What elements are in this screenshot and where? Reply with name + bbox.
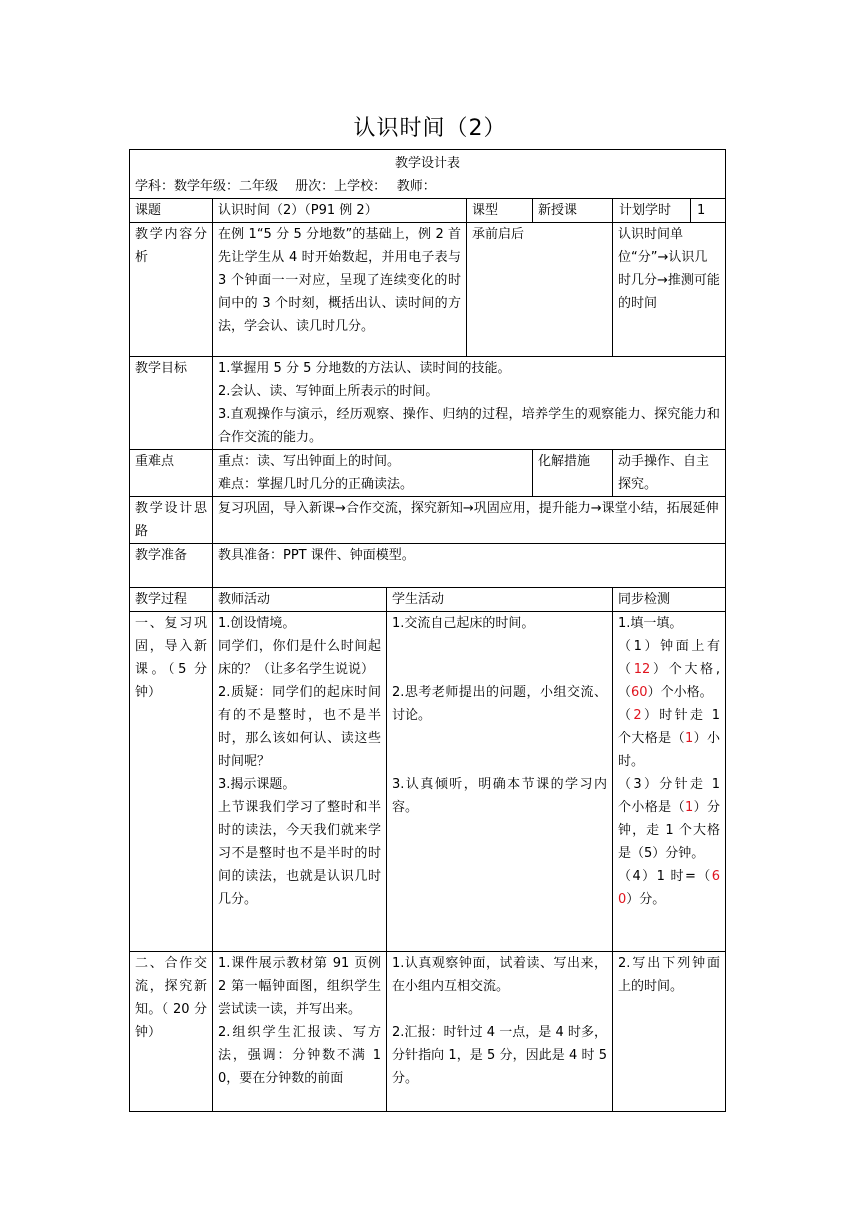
goals-row [130, 357, 726, 450]
answer: 2 [633, 708, 642, 723]
stage1-check [613, 612, 726, 952]
content-analysis-text: 在例 1“5 分 5 分地数”的基础上，例 2 首先让学生从 4 时开始数起，并用电子表与 3 个钟面一一对应，呈现了连续变化的时间中的 3 个时刻，概括出认、读时间的方法，学会认、读几时几分。 [213, 223, 467, 357]
table-header-cell [130, 150, 726, 199]
process-col-teacher: 教师活动 [213, 588, 387, 612]
key-points-label: 重难点 [130, 450, 213, 497]
process-col-student: 学生活动 [387, 588, 613, 612]
hours-value: 1 [697, 203, 706, 218]
goals-label: 教学目标 [130, 357, 213, 450]
goal-item: 2.会认、读、写钟面上所表示的时间。 [218, 384, 439, 399]
design-label: 教学设计思路 [130, 497, 213, 544]
teacher-step: 1.创设情境。 [218, 616, 296, 631]
teacher-step: 同学们，你们是什么时间起床的？（让多名学生说说） [218, 639, 381, 677]
student-step: 3.认真倾听，明确本节课的学习内容。 [392, 777, 607, 815]
prep-row [130, 544, 726, 588]
key-points-cell [213, 450, 533, 497]
check-q4: （4）1 时=（60）分。 [618, 869, 721, 907]
student-step: 2.思考老师提出的问题，小组交流、讨论。 [392, 685, 607, 723]
process-header-row [130, 588, 726, 612]
answer: 1 [684, 731, 694, 746]
measure-label: 化解措施 [533, 450, 613, 497]
process-col-check: 同步检测 [613, 588, 726, 612]
student-step: 2.汇报：时针过 4 一点，是 4 时多，分针指向 1，是 5 分，因此是 4 时 5 分。 [392, 1025, 607, 1086]
table-title: 教学设计表 [395, 156, 461, 171]
student-step: 1.交流自己起床的时间。 [392, 616, 535, 631]
stage2-teacher [213, 952, 387, 1112]
difficult-point: 难点：掌握几时几分的正确读法。 [218, 477, 414, 492]
key-points-row [130, 450, 726, 497]
answer: 1 [684, 800, 694, 815]
topic-value: 认识时间（2）（P91 例 2） [213, 199, 467, 223]
stage1-teacher [213, 612, 387, 952]
hours-cell [613, 199, 726, 223]
stage2-check: 2.写出下列钟面上的时间。 [613, 952, 726, 1112]
stage1-label: 一、复习巩固，导入新课。（5 分钟） [130, 612, 213, 952]
content-analysis-label: 教学内容分析 [130, 223, 213, 357]
lesson-design-table [129, 149, 726, 1112]
type-value: 新授课 [533, 199, 613, 223]
design-text: 复习巩固，导入新课→合作交流，探究新知→巩固应用，提升能力→课堂小结，拓展延伸 [213, 497, 726, 544]
hours-label: 计划学时 [613, 199, 691, 222]
check-intro: 1.填一填。 [618, 616, 683, 631]
info-line: 学科：数学年级：二年级 册次：上学校： 教师： [135, 179, 436, 194]
design-row [130, 497, 726, 544]
check-q1: （1）钟面上有（12）个大格,（60）个小格。 [618, 639, 721, 700]
stage1-row [130, 612, 726, 952]
answer: 12 [633, 662, 651, 677]
stage2-label: 二、合作交流，探究新知。（ 20 分钟） [130, 952, 213, 1112]
content-analysis-row [130, 223, 726, 357]
topic-label: 课题 [130, 199, 213, 223]
prep-label: 教学准备 [130, 544, 213, 588]
key-point: 重点：读、写出钟面上的时间。 [218, 454, 401, 469]
teacher-step: 2.组织学生汇报读、写方法，强调：分钟数不满 10，要在分钟数的前面 [218, 1025, 381, 1086]
answer: 60 [631, 685, 648, 700]
content-analysis-mid: 承前启后 [467, 223, 613, 357]
goals-cell [213, 357, 726, 450]
page-title: 认识时间（2） [353, 116, 507, 141]
teacher-step: 上节课我们学习了整时和半时的读法，今天我们就来学习不是整时也不是半时的时间的读法，也就是认识几时几分。 [218, 800, 381, 907]
answer: 60 [618, 869, 721, 907]
goal-item: 1.掌握用 5 分 5 分地数的方法认、读时间的技能。 [218, 361, 511, 376]
student-step: 1.认真观察钟面，试着读、写出来，在小组内互相交流。 [392, 956, 607, 994]
teacher-step: 3.揭示课题。 [218, 777, 296, 792]
check-q2: （2）时针走 1 个大格是（1）小时。 [618, 708, 721, 769]
type-label: 课型 [467, 199, 533, 223]
goal-item: 3.直观操作与演示，经历观察、操作、归纳的过程，培养学生的观察能力、探究能力和合作交流的能力。 [218, 407, 721, 445]
check-q3: （3）分针走 1 个小格是（1）分钟，走 1 个大格是（5）分钟。 [618, 777, 721, 861]
process-col-stage: 教学过程 [130, 588, 213, 612]
topic-row [130, 199, 726, 223]
teacher-step: 2.质疑：同学们的起床时间有的不是整时，也不是半时，那么该如何认、读这些时间呢？ [218, 685, 381, 769]
prep-text: 教具准备：PPT 课件、钟面模型。 [213, 544, 726, 588]
content-analysis-right: 认识时间单位“分”→认识几时几分→推测可能的时间 [613, 223, 726, 357]
stage2-row [130, 952, 726, 1112]
table-header-row [130, 150, 726, 199]
measure-value: 动手操作、自主探究。 [613, 450, 726, 497]
teacher-step: 1.课件展示教材第 91 页例 2 第一幅钟面图，组织学生尝试读一读，并写出来。 [218, 956, 381, 1017]
stage1-student [387, 612, 613, 952]
stage2-student [387, 952, 613, 1112]
